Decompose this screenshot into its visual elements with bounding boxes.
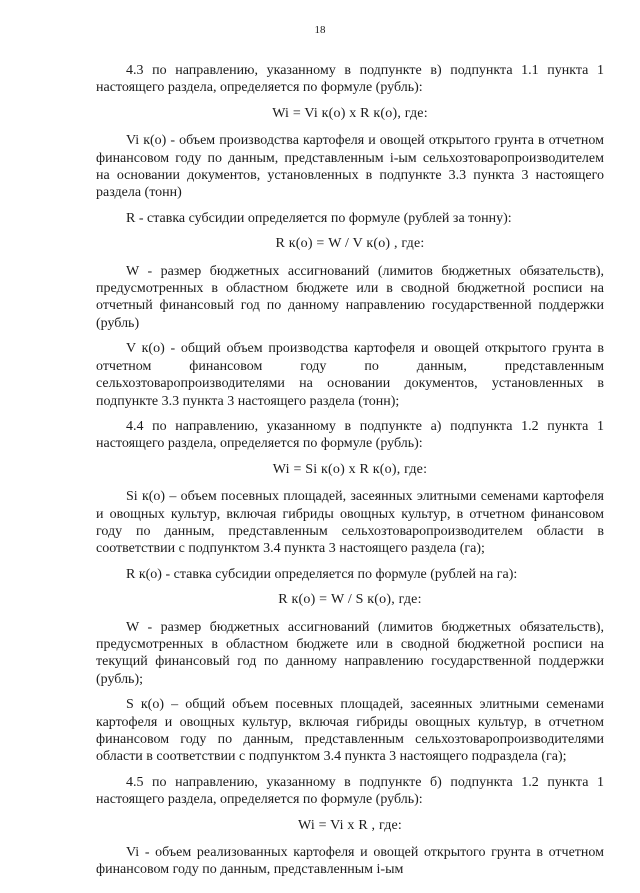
definition-s-total-area: S к(о) – общий объем посевных площадей, засеянных элитными семенами картофеля и овощных культур, включая гибриды овощных культур, в отчетном финансовом году по данным, представленным сельхозтоваропроизводителями области в соответствии с подпунктом 3.4 пункта 3 настоящего подраздела (га); [96,697,604,765]
document-body [96,62,604,879]
definition-v-total-volume: V к(о) - общий объем производства картофеля и овощей открытого грунта в отчетном финансовом году по данным, представленным сельхозтоваропроизводителями на основании документов, установленных в подпункте 3.3 пункта 3 настоящего раздела (тонн); [96,341,604,409]
definition-r-rate: R - ставка субсидии определяется по формуле (рублей за тонну): [126,210,512,226]
paragraph-4-3-intro: 4.3 по направлению, указанному в подпункте в) подпункта 1.1 пункта 1 настоящего раздела, определяется по формуле (рубль): [96,63,604,96]
page-number: 18 [314,24,326,36]
formula-r-volume: R к(о) = W / V к(о) , где: [275,236,425,252]
definition-w-budget: W - размер бюджетных ассигнований (лимитов бюджетных обязательств), предусмотренных в областном бюджете или в сводной бюджетной росписи на отчетный финансовый год по данному направлению государственной поддержки (рубль) [96,263,604,331]
paragraph-4-5-intro: 4.5 по направлению, указанному в подпункте б) подпункта 1.2 пункта 1 настоящего раздела, определяется по формуле (рубль): [96,774,604,808]
formula-wi-area: Wi = Si к(о) x R к(о), где: [272,461,428,477]
formula-wi-sales: Wi = Vi x R , где: [297,817,403,833]
formula-r-area: R к(о) = W / S к(о), где: [278,592,422,608]
definition-vi-volume: Vi к(о) - объем производства картофеля и овощей открытого грунта в отчетном финансовом году по данным, представленным i-ым сельхозтоваропроизводителем на основании документов, установленных в подпункте 3.3 пункта 3 настоящего раздела (тонн) [96,133,604,201]
paragraph-4-4-intro: 4.4 по направлению, указанному в подпункте а) подпункта 1.2 пункта 1 настоящего раздела, определяется по формуле (рубль): [96,418,604,452]
definition-w-budget-current: W - размер бюджетных ассигнований (лимитов бюджетных обязательств), предусмотренных в областном бюджете или в сводной бюджетной росписи на текущий финансовый год по данному направлению государственной поддержки (рубль); [96,619,604,687]
definition-vi-sales: Vi - объем реализованных картофеля и овощей открытого грунта в отчетном финансовом году по данным, представленным i-ым [96,845,604,878]
definition-si-area: Si к(о) – объем посевных площадей, засеянных элитными семенами картофеля и овощных культур, включая гибриды овощных культур, в отчетном финансовом году по данным, представленным сельхозтоваропроизводителем области в соответствии с подпунктом 3.4 пункта 3 настоящего раздела (га); [96,489,604,557]
definition-r-rate-area: R к(о) - ставка субсидии определяется по формуле (рублей на га): [126,566,518,582]
formula-wi-volume: Wi = Vi к(о) x R к(о), где: [272,105,428,121]
